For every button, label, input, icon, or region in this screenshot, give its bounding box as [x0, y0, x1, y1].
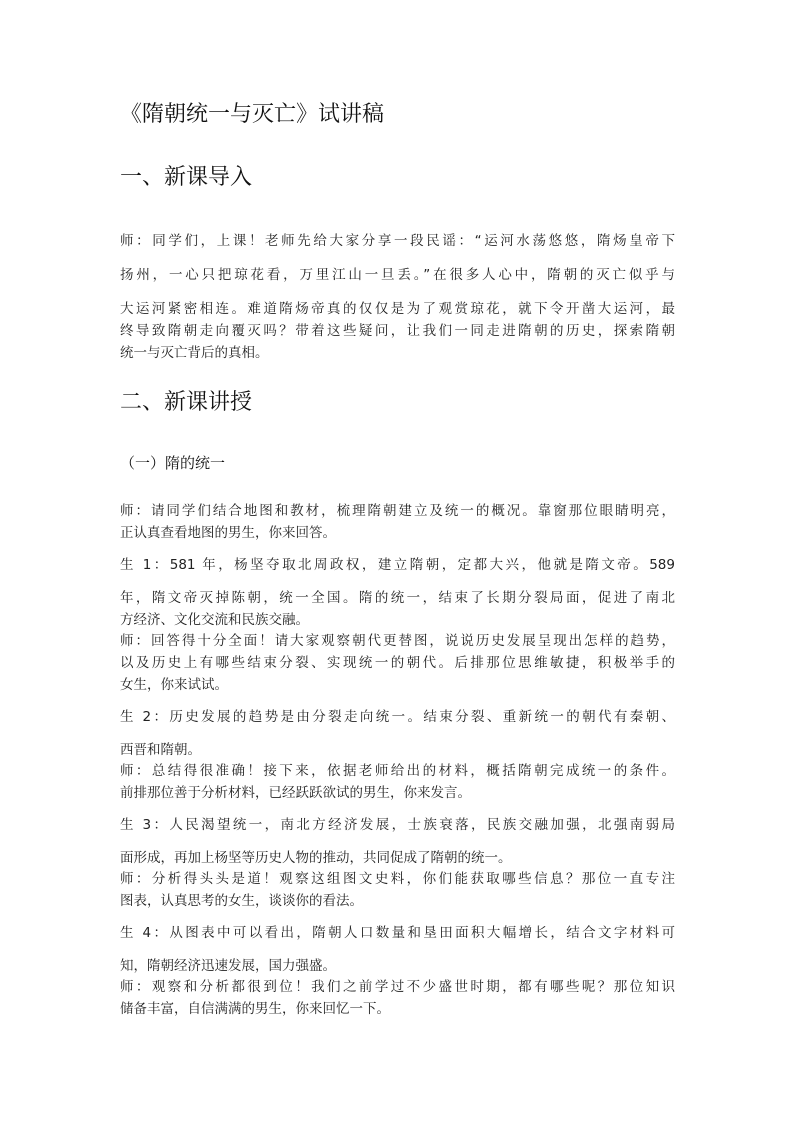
section-heading-lecture: 二、新课讲授	[120, 390, 253, 415]
dialogue-line: 年，隋文帝灭掉陈朝，统一全国。隋的统一，结束了长期分裂局面，促进了南北	[120, 590, 675, 606]
dialogue-line: 生 2：历史发展的趋势是由分裂走向统一。结束分裂、重新统一的朝代有秦朝、	[120, 709, 675, 725]
dialogue-line: 女生，你来试试。	[120, 677, 228, 693]
dialogue-line: 以及历史上有哪些结束分裂、实现统一的朝代。后排那位思维敏捷，积极举手的	[120, 655, 675, 671]
dialogue-line: 知，隋朝经济迅速发展，国力强盛。	[120, 958, 336, 974]
intro-line: 大运河紧密相连。难道隋炀帝真的仅仅是为了观赏琼花，就下令开凿大运河，最	[120, 301, 675, 317]
dialogue-line: 生 1：581 年，杨坚夺取北周政权，建立隋朝，定都大兴，他就是隋文帝。589	[120, 557, 675, 573]
subsection-heading-unification: （一）隋的统一	[120, 454, 226, 472]
dialogue-line: 师：总结得很准确！接下来，依据老师给出的材料，概括隋朝完成统一的条件。	[120, 763, 675, 779]
intro-line: 终导致隋朝走向覆灭吗？带着这些疑问，让我们一同走进隋朝的历史，探索隋朝	[120, 323, 675, 339]
dialogue-line: 储备丰富，自信满满的男生，你来回忆一下。	[120, 1001, 390, 1017]
section-heading-intro: 一、新课导入	[120, 165, 253, 190]
dialogue-line: 方经济、文化交流和民族交融。	[120, 612, 309, 628]
dialogue-line: 西晋和隋朝。	[120, 742, 201, 758]
dialogue-line: 生 3：人民渴望统一，南北方经济发展，士族衰落，民族交融加强，北强南弱局	[120, 817, 675, 833]
intro-line: 师：同学们，上课！老师先给大家分享一段民谣：“运河水荡悠悠，隋炀皇帝下	[120, 233, 675, 249]
dialogue-line: 师：回答得十分全面！请大家观察朝代更替图，说说历史发展呈现出怎样的趋势，	[120, 633, 675, 649]
dialogue-line: 正认真查看地图的男生，你来回答。	[120, 525, 336, 541]
dialogue-line: 前排那位善于分析材料，已经跃跃欲试的男生，你来发言。	[120, 785, 471, 801]
dialogue-line: 师：分析得头头是道！观察这组图文史料，你们能获取哪些信息？那位一直专注	[120, 871, 675, 887]
dialogue-line: 生 4：从图表中可以看出，隋朝人口数量和垦田面积大幅增长，结合文字材料可	[120, 925, 675, 941]
document-title: 《隋朝统一与灭亡》试讲稿	[120, 102, 385, 127]
dialogue-line: 师：请同学们结合地图和教材，梳理隋朝建立及统一的概况。靠窗那位眼睛明亮，	[120, 503, 675, 519]
intro-line: 扬州，一心只把琼花看，万里江山一旦丢。”在很多人心中，隋朝的灭亡似乎与	[120, 267, 675, 283]
dialogue-line: 面形成，再加上杨坚等历史人物的推动，共同促成了隋朝的统一。	[120, 850, 512, 866]
intro-line: 统一与灭亡背后的真相。	[120, 345, 269, 361]
dialogue-line: 图表，认真思考的女生，谈谈你的看法。	[120, 893, 363, 909]
dialogue-line: 师：观察和分析都很到位！我们之前学过不少盛世时期，都有哪些呢？那位知识	[120, 979, 675, 995]
